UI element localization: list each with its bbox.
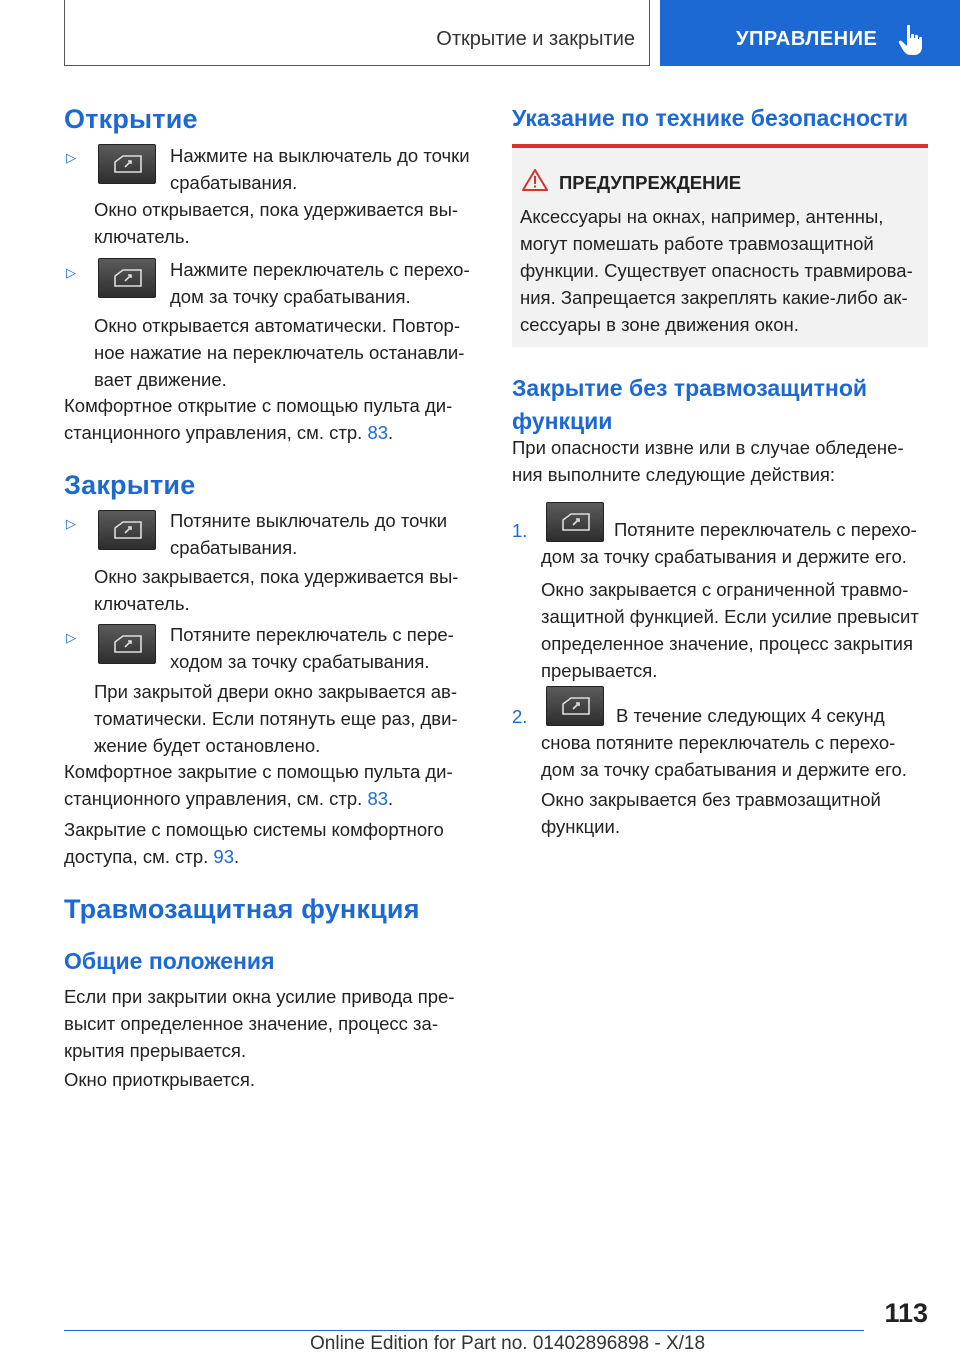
general-text-2: Окно приоткрывается. <box>64 1069 256 1090</box>
close-item2-text <box>170 621 454 675</box>
edition-note: Online Edition for Part no. 01402896898 - X/18 <box>310 1333 706 1354</box>
text-line: станционного управления, см. стр. <box>64 788 368 809</box>
text-line: могут помешать работе травмозащитной <box>520 233 874 254</box>
text-line: Окно закрывается с ограниченной травмо- <box>541 579 909 600</box>
safety-title: Указание по технике безопасности <box>512 105 908 131</box>
general-title: Общие положения <box>64 948 275 974</box>
text-line: прерывается. <box>541 660 658 681</box>
window-switch-icon <box>98 144 156 184</box>
closing-intro <box>512 434 904 488</box>
text-line: дом за точку срабатывания и держите его. <box>541 759 907 780</box>
pinch-protection-title: Травмозащитная функция <box>64 894 420 924</box>
bullet-arrow-icon: ▷ <box>66 265 76 280</box>
text-line: При закрытой двери окно закрывается ав- <box>94 681 458 702</box>
text-line: защитной функцией. Если усилие превысит <box>541 606 919 627</box>
header-section-box <box>64 0 650 66</box>
text-line: срабатывания. <box>170 537 298 558</box>
text-line: определенное значение, процесс закрытия <box>541 633 913 654</box>
text-line: Потяните переключатель с пере- <box>170 624 454 645</box>
text-line: ния. Запрещается закреплять какие-либо ак- <box>520 287 908 308</box>
step1-desc <box>541 576 919 684</box>
bullet-arrow-icon: ▷ <box>66 630 76 645</box>
header-chapter-title: УПРАВЛЕНИЕ <box>736 28 878 50</box>
text-line: Окно открывается автоматически. Повтор- <box>94 315 460 336</box>
text-line: ния выполните следующие действия: <box>512 464 836 485</box>
text-line: ключатель. <box>94 593 190 614</box>
close-title: Закрытие <box>64 470 196 500</box>
text-line: функции <box>512 408 613 434</box>
open-item1-text <box>170 142 470 196</box>
text-line: томатически. Если потянуть еще раз, дви- <box>94 708 458 729</box>
open-item2-desc <box>94 312 464 393</box>
text-line: Нажмите на выключатель до точки <box>170 145 470 166</box>
window-switch-icon <box>546 502 604 542</box>
text-line: Потяните выключатель до точки <box>170 510 448 531</box>
text-line: вает движение. <box>94 369 227 390</box>
page-number: 113 <box>884 1298 928 1328</box>
window-switch-icon <box>546 686 604 726</box>
text-line: ключатель. <box>94 226 190 247</box>
bullet-arrow-icon: ▷ <box>66 150 76 165</box>
warning-triangle-icon <box>522 168 548 192</box>
warning-bar <box>512 144 928 148</box>
closing-without-protection-title <box>512 372 867 438</box>
open-comfort-text: Комфортное открытие с помощью пульта ди- станционного управления, см. стр. 83. <box>64 392 452 446</box>
text-line: дом за точку срабатывания. <box>170 286 411 307</box>
text-line: Аксессуары на окнах, например, антенны, <box>520 206 884 227</box>
text-line: При опасности извне или в случае обледене- <box>512 437 904 458</box>
footer-divider <box>64 1330 864 1331</box>
open-item2-text <box>170 256 470 310</box>
step1-text-line2: дом за точку срабатывания и держите его. <box>541 546 907 567</box>
text-line: станционного управления, см. стр. <box>64 422 368 443</box>
close-access-text: Закрытие с помощью системы комфортного доступа, см. стр. 93. <box>64 816 444 870</box>
text-line: сессуары в зоне движения окон. <box>520 314 799 335</box>
step2-desc <box>541 786 881 840</box>
page-link-93[interactable]: 93 <box>213 846 234 867</box>
text-line: срабатывания. <box>170 172 298 193</box>
page-link-83[interactable]: 83 <box>367 422 389 443</box>
close-item1-desc <box>94 563 458 617</box>
text-line: Закрытие без травмозащитной <box>512 375 868 401</box>
header-chapter-tab[interactable] <box>660 0 960 66</box>
close-item1-text <box>170 507 447 561</box>
step-number: 1. <box>512 520 528 541</box>
close-comfort-text: Комфортное закрытие с помощью пульта ди- станционного управления, см. стр. 83. <box>64 758 453 812</box>
step2-text-line1: В течение следующих 4 секунд <box>616 705 885 726</box>
bullet-arrow-icon: ▷ <box>66 516 76 531</box>
step2-text-rest <box>541 729 907 783</box>
text-line: ходом за точку срабатывания. <box>170 651 430 672</box>
page-link-83[interactable]: 83 <box>367 788 389 809</box>
text-line: Окно открывается, пока удерживается вы- <box>94 199 459 220</box>
text-line: Окно закрывается без травмозащитной <box>541 789 881 810</box>
header-section-title: Открытие и закрытие <box>436 28 635 50</box>
hand-pointer-icon <box>898 24 926 56</box>
text-line: доступа, см. стр. <box>64 846 214 867</box>
step1-text-line1: Потяните переключатель с перехо- <box>614 519 917 540</box>
open-title: Открытие <box>64 104 198 134</box>
text-line: функции. Существует опасность травмирова- <box>520 260 913 281</box>
warning-text <box>520 203 913 338</box>
text-line: крытия прерывается. <box>64 1040 247 1061</box>
text-line: функции. <box>541 816 620 837</box>
close-item2-desc <box>94 678 458 759</box>
general-text <box>64 983 455 1064</box>
window-switch-icon <box>98 258 156 298</box>
text-line: Окно закрывается, пока удерживается вы- <box>94 566 459 587</box>
warning-title: ПРЕДУПРЕЖДЕНИЕ <box>559 172 742 193</box>
text-line: ное нажатие на переключатель останавли- <box>94 342 465 363</box>
text-line: Если при закрытии окна усилие привода пре- <box>64 986 455 1007</box>
window-switch-icon <box>98 624 156 664</box>
text-line: Нажмите переключатель с перехо- <box>170 259 470 280</box>
text-line: Закрытие с помощью системы комфортного <box>64 819 444 840</box>
text-line: снова потяните переключатель с перехо- <box>541 732 896 753</box>
step-number: 2. <box>512 706 528 727</box>
window-switch-icon <box>98 510 156 550</box>
text-line: жение будет остановлено. <box>94 735 321 756</box>
text-line: Комфортное открытие с помощью пульта ди- <box>64 395 453 416</box>
text-line: Комфортное закрытие с помощью пульта ди- <box>64 761 453 782</box>
open-item1-desc <box>94 196 458 250</box>
text-line: высит определенное значение, процесс за- <box>64 1013 438 1034</box>
